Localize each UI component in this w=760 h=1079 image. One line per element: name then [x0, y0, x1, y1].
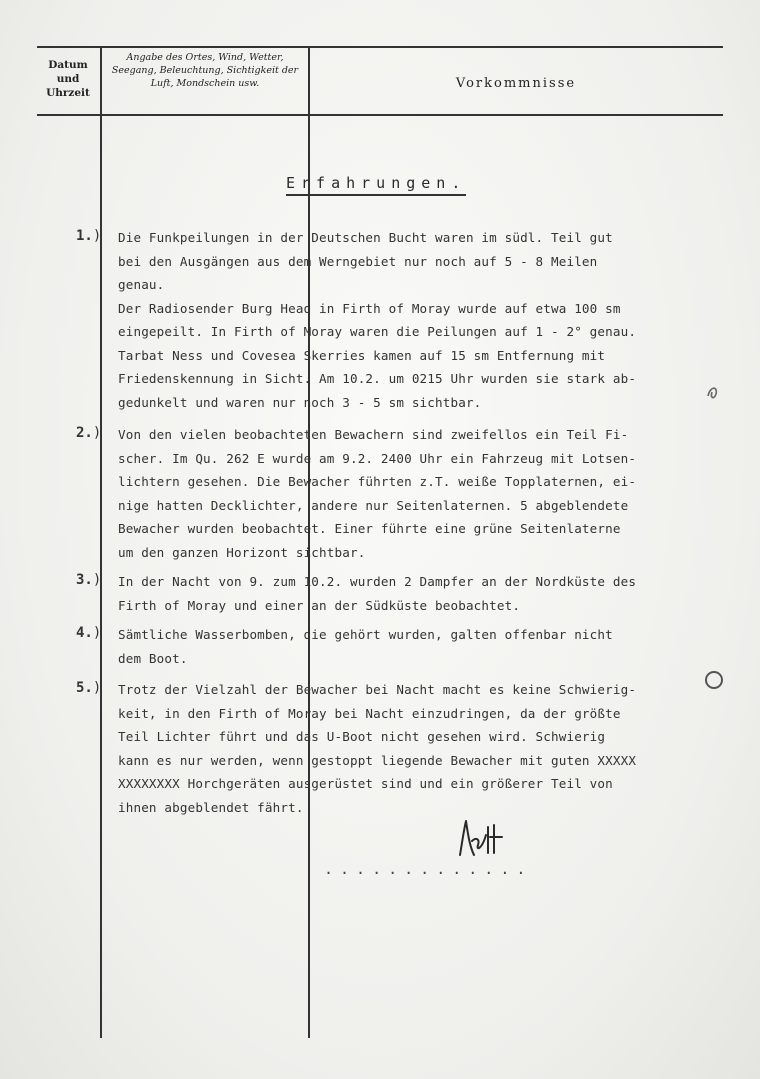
item-text: Trotz der Vielzahl der Bewacher bei Nacht macht es keine Schwierig- keit, in den Firth of Moray bei Nacht einzudringen, da der größte Teil Lichter führt und das U-Boot nicht gesehen wird. Schwierig kann es nur werden, wenn gestoppt liegende Bewacher mit guten XXXXX XXXXXXXX Horchgeräten ausgerüstet sind und ein größerer Teil von ihnen abgeblendet fährt.: [118, 682, 637, 815]
item-text: Sämtliche Wasserbomben, die gehört wurden, galten offenbar nicht dem Boot.: [118, 627, 613, 666]
item-text: Die Funkpeilungen in der Deutschen Bucht waren im südl. Teil gut bei den Ausgängen aus dem Werngebiet nur noch auf 5 - 8 Meilen genau. Der Radiosender Burg Head in Firth of Moray wurde auf etwa 100 sm eingepeilt. In Firth of Moray waren die Peilungen auf 1 - 2° genau. Tarbat Ness und Covesea Skerries kamen auf 15 sm Entfernung mit Friedenskennung in Sicht. Am 10.2. um 0215 Uhr wurden sie stark ab- gedunkelt und waren nur noch 3 - 5 sm sichtbar.: [118, 230, 637, 410]
item-number: 5.): [76, 680, 102, 696]
item-number: 3.): [76, 572, 102, 588]
item-text: In der Nacht von 9. zum 10.2. wurden 2 Dampfer an der Nordküste des Firth of Moray und einer an der Südküste beobachtet.: [118, 574, 637, 613]
item-number: 1.): [76, 228, 102, 244]
ink-scribble-mark: [704, 382, 724, 402]
item-text: Von den vielen beobachteten Bewachern sind zweifellos ein Teil Fi- scher. Im Qu. 262 E wurde am 9.2. 2400 Uhr ein Fahrzeug mit Lotsen- lichtern gesehen. Die Bewacher führten z.T. weiße Topplaternen, ei- nige hatten Decklichter, andere nur Seitenlaternen. 5 abgeblendete Bewacher wurden beobachtet. Einer führte eine grüne Seitenlaterne um den ganzen Horizont sichtbar.: [118, 427, 637, 560]
item-number: 4.): [76, 625, 102, 641]
signature-dotted-line: .............: [324, 860, 533, 878]
header-datum: Datum und Uhrzeit: [46, 59, 90, 99]
column-divider-date: [100, 46, 102, 1038]
header-angabe: Angabe des Ortes, Wind, Wetter, Seegang, Beleuchtung, Sichtigkeit der Luft, Mondschein usw.: [111, 52, 299, 89]
section-title: Erfahrungen.: [286, 174, 466, 196]
item-number: 2.): [76, 425, 102, 441]
signature-mark: [452, 815, 512, 865]
ink-circle-mark: [702, 668, 726, 692]
header-rule-top: [37, 46, 723, 48]
header-vorkommnisse: Vorkommnisse: [455, 76, 577, 91]
header-rule-bottom: [37, 114, 723, 116]
